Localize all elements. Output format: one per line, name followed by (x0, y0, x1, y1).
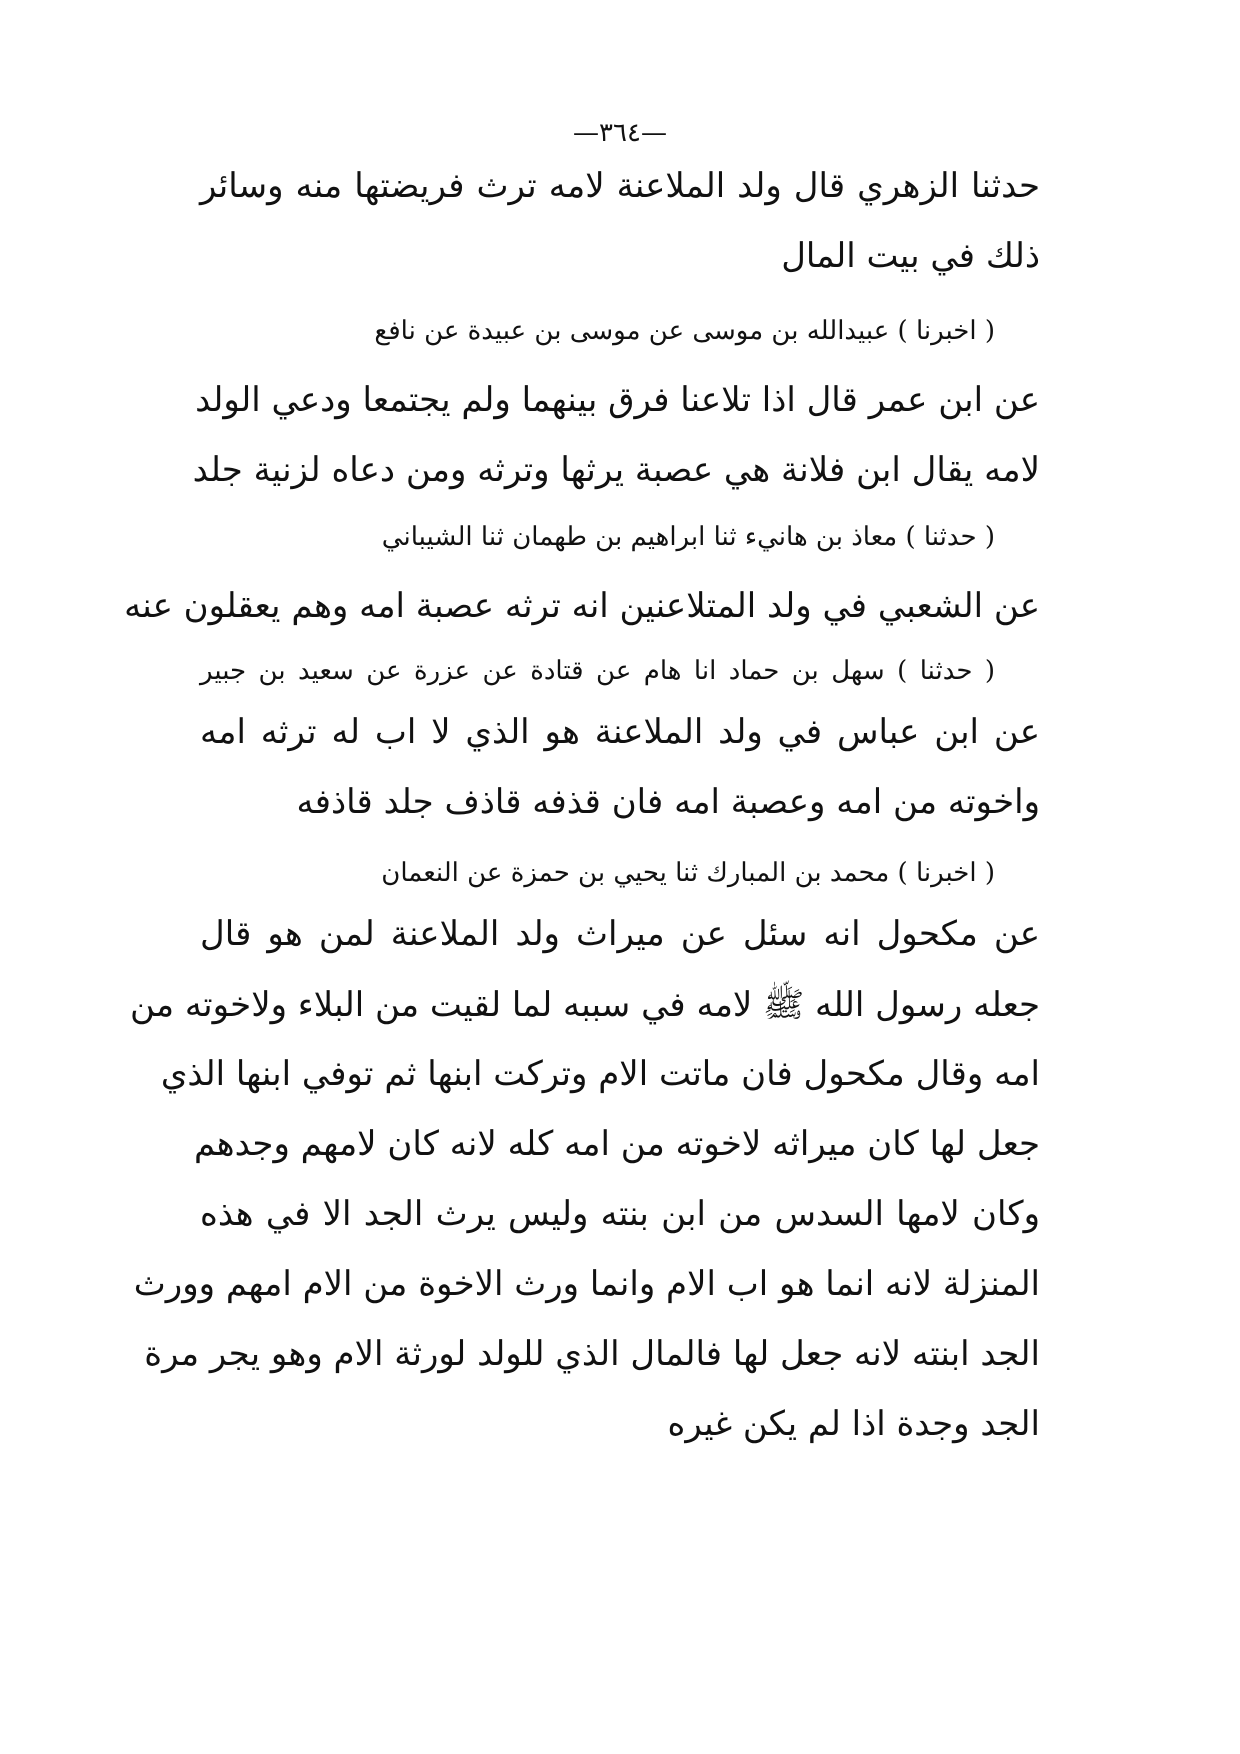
text-line-9: جعله رسول الله ﷺ لامه في سببه لما لقيت من البلاء ولاخوته من (130, 985, 1040, 1025)
text-line-8: عن مكحول انه سئل عن ميراث ولد الملاعنة لمن هو قال (200, 914, 1040, 954)
text-line-13: المنزلة لانه انما هو اب الام وانما ورث الاخوة من الام امهم وورث (133, 1264, 1040, 1304)
chain-line-4: ( اخبرنا ) محمد بن المبارك ثنا يحيي بن حمزة عن النعمان (381, 858, 995, 888)
chain-line-2: ( حدثنا ) معاذ بن هانيء ثنا ابراهيم بن طهمان ثنا الشيباني (381, 522, 995, 552)
text-line-12: وكان لامها السدس من ابن بنته وليس يرث الجد الا في هذه (200, 1194, 1040, 1234)
text-line-15: الجد وجدة اذا لم يكن غيره (667, 1404, 1040, 1444)
text-line-1: حدثنا الزهري قال ولد الملاعنة لامه ترث فريضتها منه وسائر (200, 166, 1040, 206)
text-line-14: الجد ابنته لانه جعل لها فالمال الذي للولد لورثة الام وهو يجر مرة (144, 1334, 1040, 1374)
text-line-10: امه وقال مكحول فان ماتت الام وتركت ابنها ثم توفي ابنها الذي (160, 1054, 1040, 1094)
page-number: —٣٦٤— (573, 118, 667, 148)
text-line-11: جعل لها كان ميراثه لاخوته من امه كله لانه كان لامهم وجدهم (194, 1124, 1040, 1164)
text-line-5: عن الشعبي في ولد المتلاعنين انه ترثه عصبة امه وهم يعقلون عنه (124, 586, 1040, 626)
chain-line-3: ( حدثنا ) سهل بن حماد انا هام عن قتادة عن عزرة عن سعيد بن جبير (200, 656, 995, 686)
text-line-3: عن ابن عمر قال اذا تلاعنا فرق بينهما ولم يجتمعا ودعي الولد (195, 380, 1040, 420)
text-line-7: واخوته من امه وعصبة امه فان قذفه قاذف جلد قاذفه (296, 782, 1040, 822)
chain-line-1: ( اخبرنا ) عبيدالله بن موسى عن موسى بن عبيدة عن نافع (374, 316, 995, 346)
text-line-2: ذلك في بيت المال (781, 236, 1040, 276)
text-line-4: لامه يقال ابن فلانة هي عصبة يرثها وترثه ومن دعاه لزنية جلد (192, 450, 1040, 490)
text-line-6: عن ابن عباس في ولد الملاعنة هو الذي لا اب له ترثه امه (200, 712, 1040, 752)
